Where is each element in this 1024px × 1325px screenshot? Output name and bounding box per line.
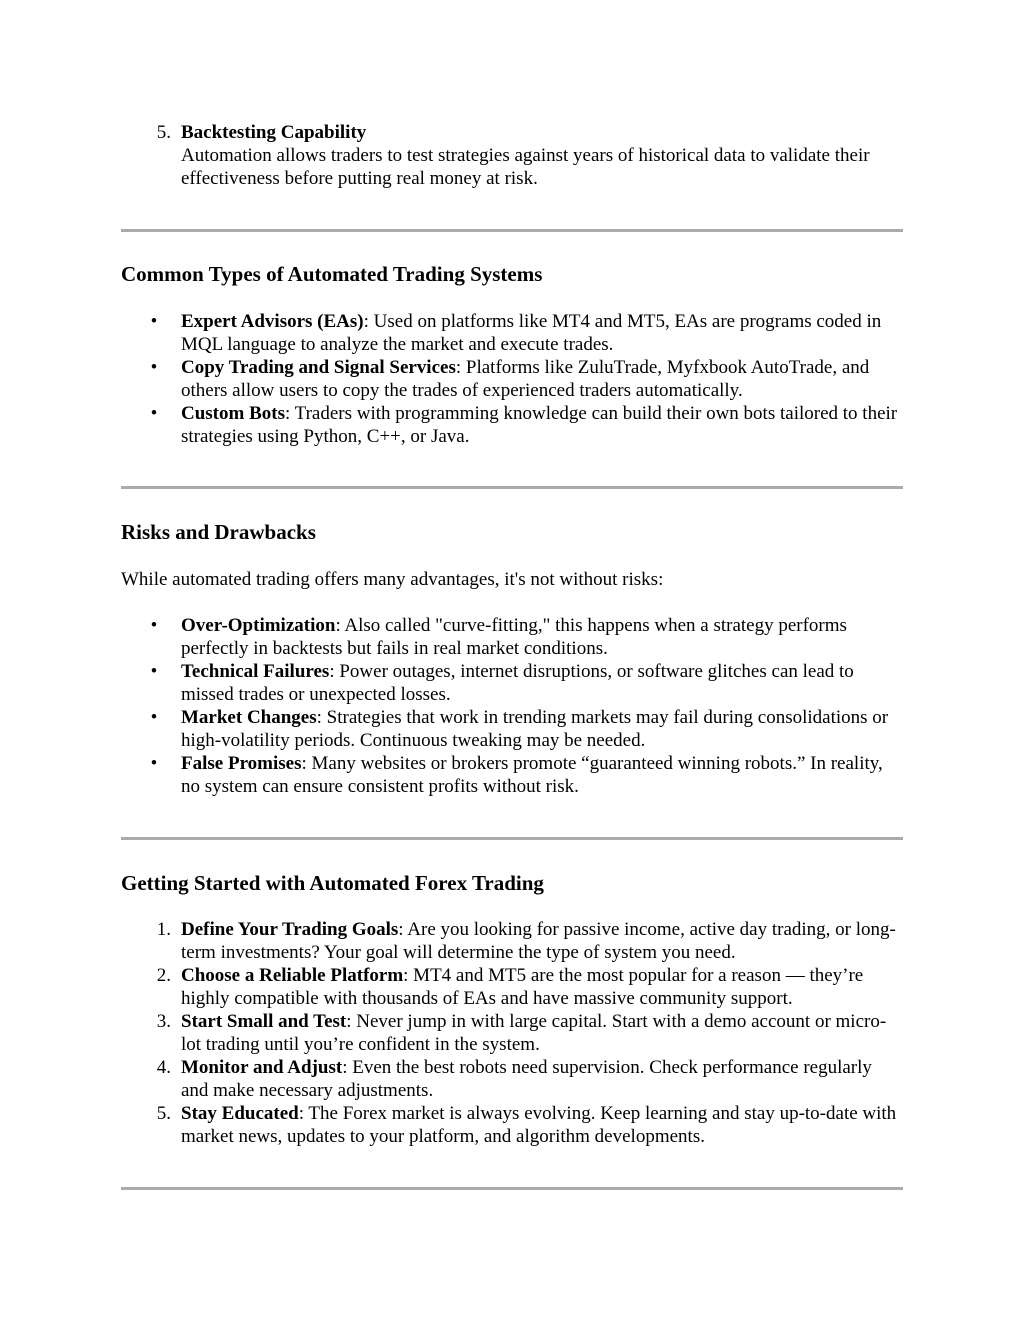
item-text: : The Forex market is always evolving. Keep learning and stay up-to-date with market news, updates to your platform, and algorithm developments. bbox=[181, 1103, 897, 1147]
item-term: Custom Bots bbox=[181, 403, 285, 424]
bullet-icon: • bbox=[150, 753, 158, 774]
list-item bbox=[121, 1010, 903, 1056]
list-item bbox=[121, 1102, 903, 1148]
list-item bbox=[121, 918, 903, 964]
list-item bbox=[121, 310, 903, 356]
list-item bbox=[121, 1056, 903, 1102]
list-item bbox=[121, 660, 903, 706]
list-item bbox=[121, 752, 903, 798]
list-number: 1. bbox=[156, 919, 171, 940]
item-text: : Traders with programming knowledge can build their own bots tailored to their strategies using Python, C++, or Java. bbox=[181, 403, 898, 447]
section-heading: Common Types of Automated Trading Systems bbox=[121, 262, 543, 286]
section-getting-started bbox=[121, 870, 903, 896]
item-term: Copy Trading and Signal Services bbox=[181, 357, 456, 378]
section-risks bbox=[121, 519, 903, 545]
item-term: Start Small and Test bbox=[181, 1011, 347, 1032]
item-term: Choose a Reliable Platform bbox=[181, 965, 404, 986]
section-heading: Getting Started with Automated Forex Trading bbox=[121, 871, 544, 895]
list-item bbox=[121, 706, 903, 752]
divider bbox=[121, 229, 903, 232]
divider bbox=[121, 1187, 903, 1190]
bullet-icon: • bbox=[150, 357, 158, 378]
section-types bbox=[121, 261, 903, 287]
list-item bbox=[121, 614, 903, 660]
risks-list bbox=[121, 614, 903, 798]
bullet-icon: • bbox=[150, 615, 158, 636]
list-number: 3. bbox=[156, 1011, 171, 1032]
section-heading: Risks and Drawbacks bbox=[121, 520, 316, 544]
item-text: : Power outages, internet disruptions, or software glitches can lead to missed trades or unexpected losses. bbox=[181, 661, 854, 705]
item-text: : Even the best robots need supervision. Check performance regularly and make necessary adjustments. bbox=[181, 1057, 872, 1101]
paragraph: While automated trading offers many advantages, it's not without risks: bbox=[121, 569, 664, 590]
bullet-icon: • bbox=[150, 311, 158, 332]
list-item bbox=[121, 402, 903, 448]
bullet-icon: • bbox=[150, 707, 158, 728]
divider bbox=[121, 486, 903, 489]
item-text: : Are you looking for passive income, active day trading, or long-term investments? Your goal will determine the type of system you need. bbox=[181, 919, 896, 963]
list-number: 2. bbox=[156, 965, 171, 986]
list-number: 5. bbox=[156, 122, 171, 143]
list-item bbox=[121, 964, 903, 1010]
bullet-icon: • bbox=[150, 403, 158, 424]
item-term: Over-Optimization bbox=[181, 615, 336, 636]
item-term: Market Changes bbox=[181, 707, 317, 728]
item-term: Expert Advisors (EAs) bbox=[181, 311, 364, 332]
item-term: Monitor and Adjust bbox=[181, 1057, 343, 1078]
item-text: : Also called "curve-fitting," this happens when a strategy performs perfectly in backtests but fails in real market conditions. bbox=[181, 615, 847, 659]
item-term: Define Your Trading Goals bbox=[181, 919, 399, 940]
list-number: 4. bbox=[156, 1057, 171, 1078]
list-item bbox=[121, 121, 903, 190]
item-text: Automation allows traders to test strategies against years of historical data to validate their effectiveness before putting real money at risk. bbox=[181, 145, 870, 189]
item-text: : Many websites or brokers promote “guaranteed winning robots.” In reality, no system can ensure consistent profits without risk. bbox=[181, 753, 883, 797]
item-text: : Strategies that work in trending markets may fail during consolidations or high-volatility periods. Continuous tweaking may be needed. bbox=[181, 707, 889, 751]
types-list bbox=[121, 310, 903, 448]
bullet-icon: • bbox=[150, 661, 158, 682]
item-title: Backtesting Capability bbox=[181, 122, 367, 143]
item-term: Stay Educated bbox=[181, 1103, 299, 1124]
intro-list bbox=[121, 121, 903, 190]
item-text: : MT4 and MT5 are the most popular for a reason — they’re highly compatible with thousands of EAs and have massive community support. bbox=[181, 965, 864, 1009]
item-term: Technical Failures bbox=[181, 661, 330, 682]
item-text: : Never jump in with large capital. Start with a demo account or micro-lot trading until you’re confident in the system. bbox=[181, 1011, 887, 1055]
item-text: : Platforms like ZuluTrade, Myfxbook AutoTrade, and others allow users to copy the trades of experienced traders automatically. bbox=[181, 357, 870, 401]
risks-intro bbox=[121, 568, 903, 591]
getting-started-list bbox=[121, 918, 903, 1148]
divider bbox=[121, 837, 903, 840]
list-number: 5. bbox=[156, 1103, 171, 1124]
item-text: : Used on platforms like MT4 and MT5, EAs are programs coded in MQL language to analyze the market and execute trades. bbox=[181, 311, 882, 355]
list-item bbox=[121, 356, 903, 402]
item-term: False Promises bbox=[181, 753, 302, 774]
